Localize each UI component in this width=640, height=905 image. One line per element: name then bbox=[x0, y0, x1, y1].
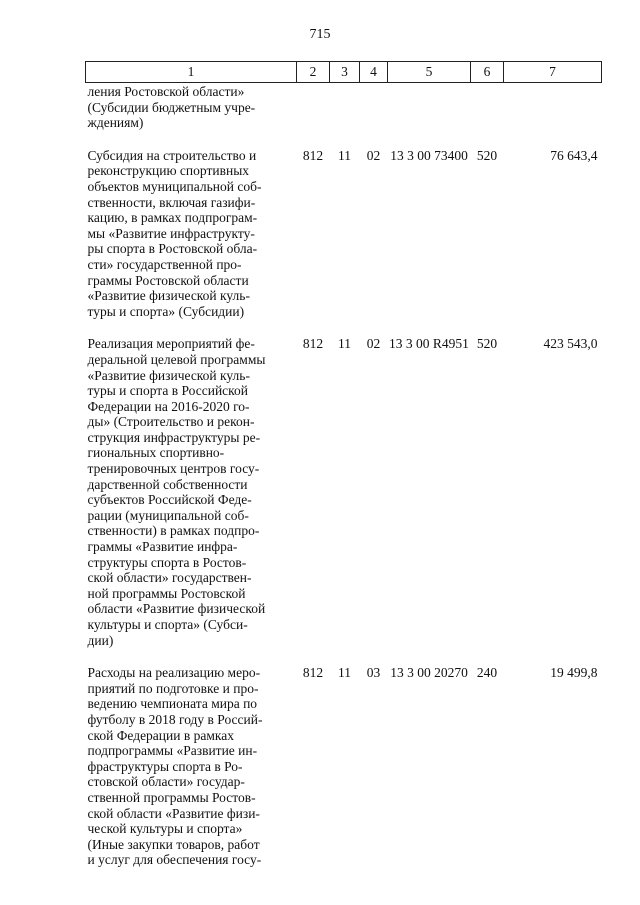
table-row bbox=[86, 319, 602, 648]
row-ministry bbox=[297, 83, 330, 131]
row-ministry: 812 bbox=[302, 336, 324, 352]
row-ministry: 812 bbox=[302, 665, 324, 681]
table-row bbox=[86, 131, 602, 320]
page-number: 715 bbox=[309, 27, 331, 42]
header-col-5: 5 bbox=[388, 62, 471, 83]
table-header bbox=[86, 62, 602, 83]
row-type: 520 bbox=[476, 336, 498, 352]
row-amount: 19 499,8 bbox=[550, 665, 598, 681]
row-description: ления Ростовской области» (Субсидии бюджетным учре- ждениям) bbox=[87, 84, 256, 131]
row-target: 13 3 00 20270 bbox=[390, 665, 468, 681]
row-type: 520 bbox=[476, 147, 498, 163]
table-row bbox=[86, 83, 602, 131]
row-ministry: 812 bbox=[302, 147, 324, 163]
row-subsection: 02 bbox=[366, 147, 381, 163]
row-target bbox=[388, 83, 471, 131]
row-section bbox=[330, 83, 360, 131]
row-section: 11 bbox=[338, 336, 351, 352]
row-description: Расходы на реализацию меро- приятий по подготовке и про- ведению чемпионата мира по футболу в 2018 году в Россий- ской Федерации в рамках подпрограммы «Развитие ин- фраструктуры спорта в Ро- стовской области» государ- ственной программы Ростов- ской области «Развитие физи- ческой культуры и спорта» (Иные закупки товаров, работ и услуг для обеспечения госу- bbox=[87, 665, 263, 868]
budget-table bbox=[85, 61, 602, 868]
row-amount: 76 643,4 bbox=[550, 147, 598, 163]
row-subsection: 02 bbox=[366, 336, 381, 352]
header-col-4: 4 bbox=[360, 62, 388, 83]
row-target: 13 3 00 73400 bbox=[390, 147, 468, 163]
row-section: 11 bbox=[338, 665, 351, 681]
row-description: Реализация мероприятий фе- деральной целевой программы «Развитие физической куль- туры и спорта в Российской Федерации на 2016-2020 го- ды» (Строительство и рекон- струкция инфраструктуры ре- гиональных спортивно- тренировочных центров госу- дарственной собственности субъектов Российской Феде- рации (муниципальной соб- ственности) в рамках подпро- граммы «Развитие инфра- структуры спорта в Ростов- ской области» государствен- ной программы Ростовской области «Развитие физической культуры и спорта» (Субси- дии) bbox=[87, 336, 266, 648]
row-subsection bbox=[360, 83, 388, 131]
row-type: 240 bbox=[476, 665, 498, 681]
table-row bbox=[86, 648, 602, 868]
row-subsection: 03 bbox=[366, 665, 381, 681]
header-col-2: 2 bbox=[297, 62, 330, 83]
header-col-3: 3 bbox=[330, 62, 360, 83]
header-col-1: 1 bbox=[86, 62, 297, 83]
header-col-6: 6 bbox=[471, 62, 504, 83]
row-amount: 423 543,0 bbox=[543, 336, 598, 352]
row-section: 11 bbox=[338, 147, 351, 163]
row-amount bbox=[504, 83, 602, 131]
row-target: 13 3 00 R4951 bbox=[389, 336, 469, 352]
row-type bbox=[471, 83, 504, 131]
row-description: Субсидия на строительство и реконструкцию спортивных объектов муниципальной соб- ственности, включая газифи- кацию, в рамках подпрограм- мы «Развитие инфраструкту- ры спорта в Ростовской обла- сти» государственной про- граммы Ростовской области «Развитие физической куль- туры и спорта» (Субсидии) bbox=[87, 147, 262, 319]
header-col-7: 7 bbox=[504, 62, 602, 83]
